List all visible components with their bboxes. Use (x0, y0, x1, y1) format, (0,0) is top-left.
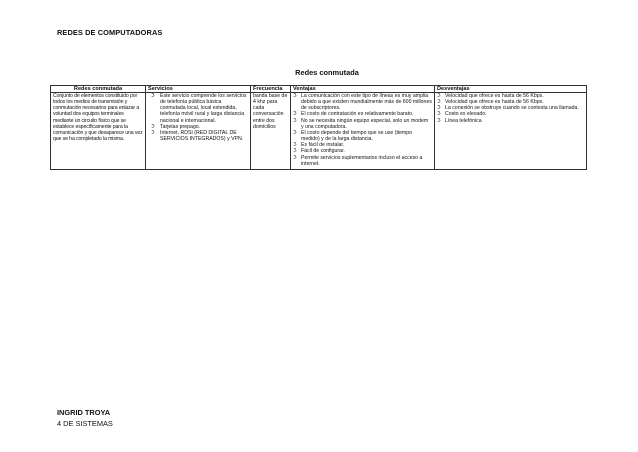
bullet-icon: ℑ (437, 99, 441, 106)
list-item-text: Es fácil de instalar. (301, 142, 345, 149)
list-item-text: Costo es elevado. (445, 111, 487, 118)
bullet-icon: ℑ (293, 129, 297, 136)
desventajas-cell (435, 93, 587, 170)
table-header-row (51, 86, 587, 93)
description-cell: Conjunto de elementos constituido por todos los medios de transmisión y conmutación necesarios para enlazar a voluntad dos equipos terminales mediante un circuito físico que se establece específicamente para la comunicación y que desaparece una vez que se ha completado la misma. (51, 93, 146, 170)
bullet-icon: ℑ (151, 93, 155, 99)
list-item (293, 118, 432, 130)
list-item (293, 93, 432, 111)
footer (57, 407, 113, 429)
column-header-desventajas: Desventajas (435, 86, 587, 93)
author-group: 4 DE SISTEMAS (57, 419, 113, 428)
ventajas-cell (291, 93, 435, 170)
document-title-wrapper (0, 68, 638, 77)
bullet-icon: ℑ (151, 129, 155, 136)
column-header-frecuencia: Frecuencia (251, 86, 291, 93)
list-item-text: No se necesita ningún equipo especial, solo un modem y una computadora. (301, 117, 429, 130)
list-item-text: Internet, RDSI (RED DIGITAL DE SERVICIOS INTEGRADOS) y VPN. (160, 129, 244, 143)
list-item-text: Fácil de configurar. (301, 148, 345, 155)
list-item-text: Velocidad que ofrece es hasta de 56 Kbps. (445, 99, 544, 106)
course-header: REDES DE COMPUTADORAS (57, 28, 163, 37)
bullet-icon: ℑ (293, 148, 297, 155)
servicios-cell (146, 93, 251, 170)
list-item-text: El costo de contratación es relativamente barato. (301, 111, 414, 118)
column-header-servicios: Servicios (146, 86, 251, 93)
bullet-icon: ℑ (293, 142, 297, 149)
bullet-icon: ℑ (293, 93, 297, 99)
bullet-icon: ℑ (437, 105, 441, 112)
list-item (437, 118, 584, 124)
column-header-redes: Redes conmutada (51, 86, 146, 93)
table-row (51, 93, 587, 170)
list-item (293, 130, 432, 142)
document-title: Redes conmutada (295, 68, 359, 77)
bullet-icon: ℑ (437, 93, 441, 99)
ventajas-list (293, 93, 432, 167)
bullet-icon: ℑ (293, 117, 297, 124)
list-item-text: Este servicio comprende los servicios de telefonía pública básica conmutada local, local extendida, telefonía móvil rural y larga distancia nacional e internacional. (160, 93, 247, 124)
bullet-icon: ℑ (293, 154, 297, 161)
frecuencia-cell: banda base de 4 khz para cada conversación entre dos domicilios (251, 93, 291, 170)
bullet-icon: ℑ (437, 111, 441, 118)
comparison-table (50, 85, 587, 170)
author-name: INGRID TROYA (57, 408, 111, 417)
list-item (293, 155, 432, 167)
bullet-icon: ℑ (437, 117, 441, 124)
servicios-list (148, 93, 248, 142)
list-item (148, 130, 248, 142)
list-item-text: Línea telefónica (445, 117, 482, 124)
list-item-text: El costo depende del tiempo que se use (tiempo medido) y de la larga distancia. (301, 129, 413, 143)
list-item-text: Tarjetas prepago. (160, 123, 201, 130)
bullet-icon: ℑ (293, 111, 297, 118)
list-item-text: Velocidad que ofrece es hasta de 56 Kbps. (445, 93, 544, 99)
list-item (148, 93, 248, 124)
bullet-icon: ℑ (151, 123, 155, 130)
desventajas-list (437, 93, 584, 124)
list-item-text: Permite servicios suplementarios incluso el acceso a internet. (301, 154, 423, 167)
list-item-text: La conexión se obstruye cuando se contesta una llamada. (445, 105, 579, 112)
column-header-ventajas: Ventajas (291, 86, 435, 93)
list-item-text: La comunicación con este tipo de líneas es muy amplia debido a que existen mundialmente más de 600 millones de subscriptores. (301, 93, 432, 112)
